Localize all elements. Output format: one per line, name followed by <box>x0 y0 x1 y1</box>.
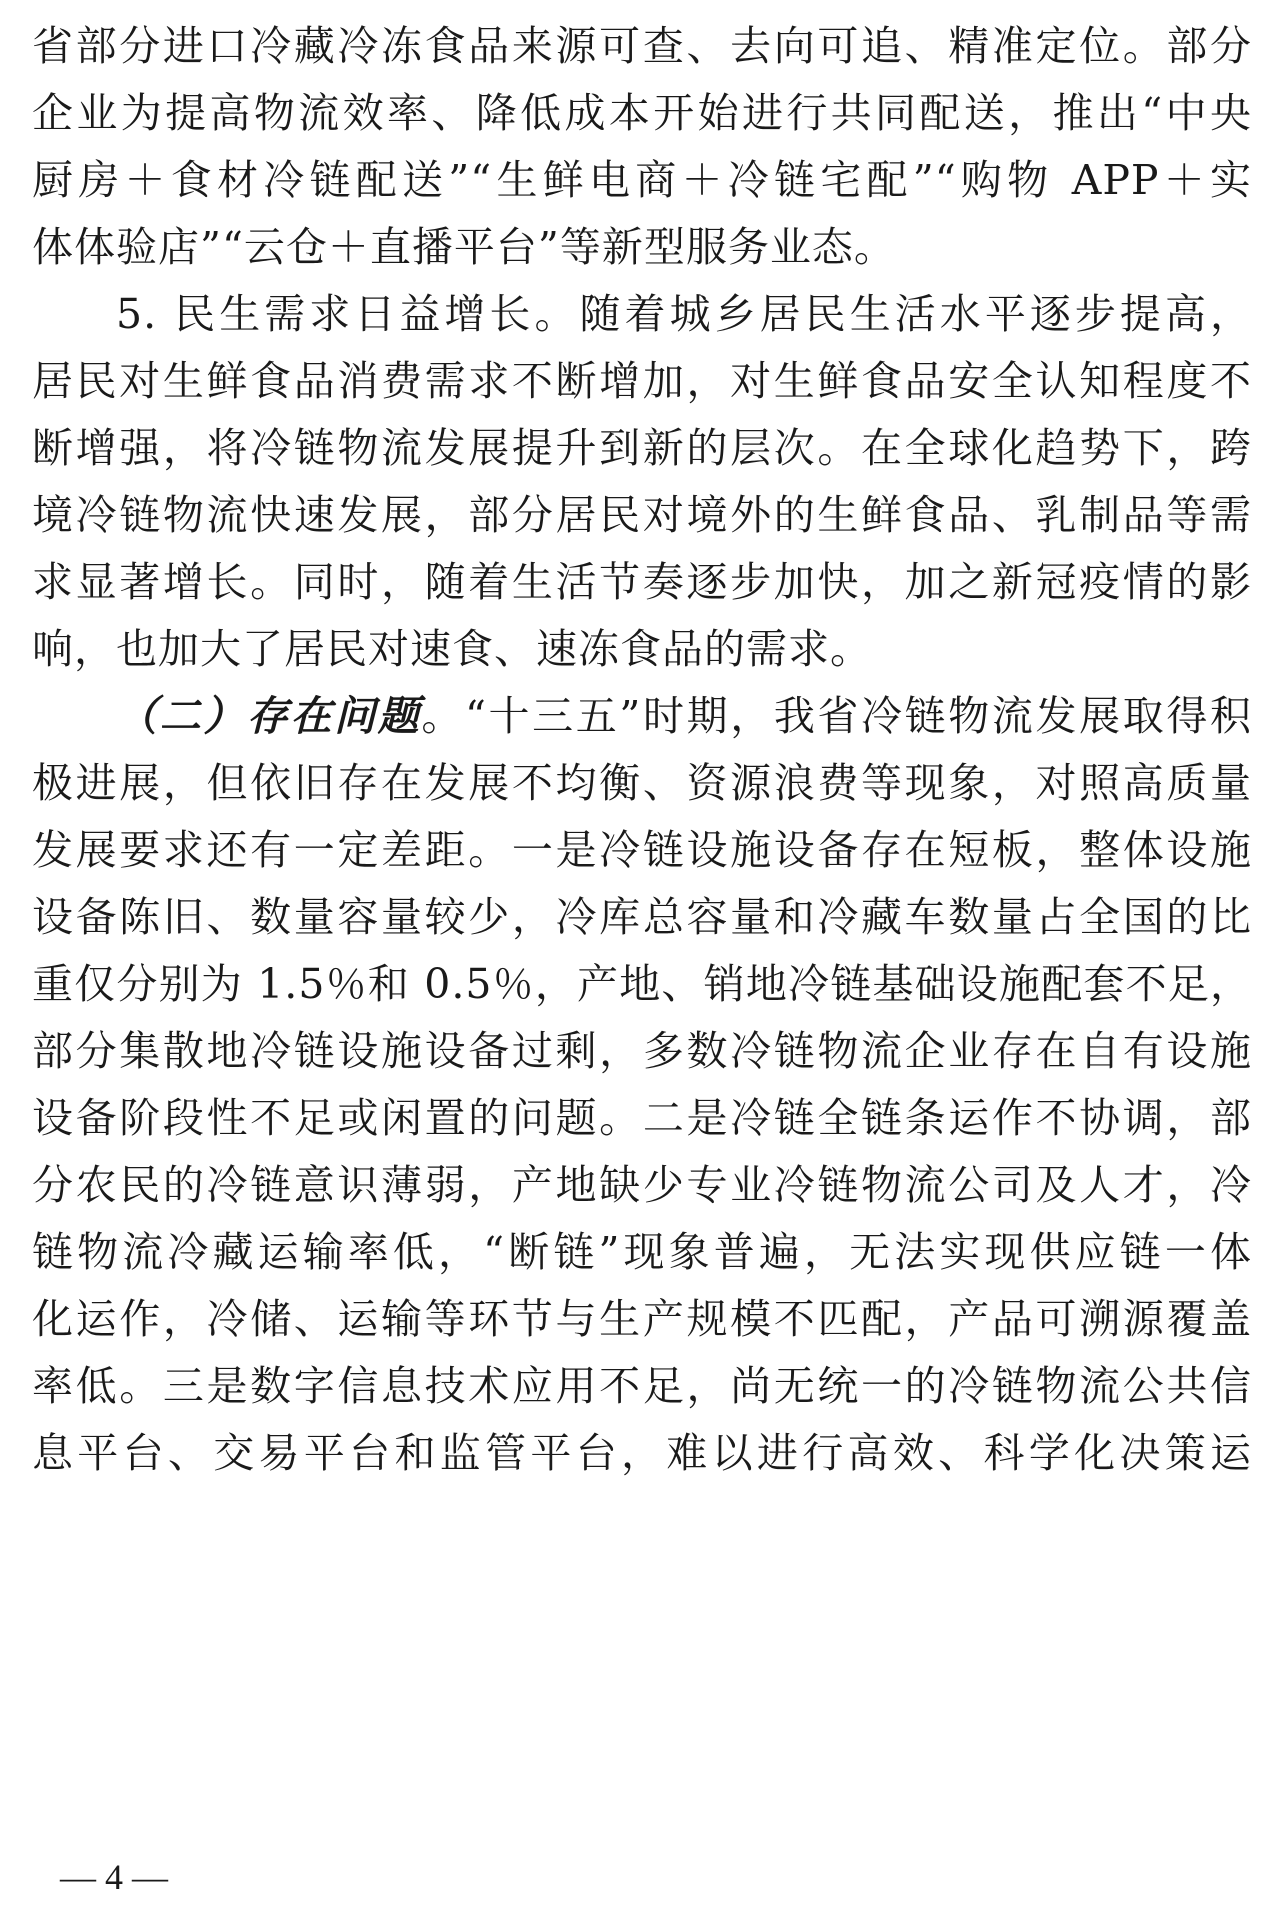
text-line: 5. 民生需求日益增长。随着城乡居民生活水平逐步提高， <box>116 290 1252 338</box>
text-line: 体体验店”“云仓＋直播平台”等新型服务业态。 <box>32 223 896 271</box>
text-line: 部分集散地冷链设施设备过剩，多数冷链物流企业存在自有设施 <box>32 1027 1252 1075</box>
text-line: 发展要求还有一定差距。一是冷链设施设备存在短板，整体设施 <box>32 826 1252 874</box>
text-line: 求显著增长。同时，随着生活节奏逐步加快，加之新冠疫情的影 <box>32 558 1252 606</box>
text-line: 链物流冷藏运输率低，“断链”现象普遍，无法实现供应链一体 <box>32 1228 1252 1276</box>
text-line: 重仅分别为 1.5％和 0.5％，产地、销地冷链基础设施配套不足， <box>32 960 1252 1008</box>
text-line: 设备阶段性不足或闲置的问题。二是冷链全链条运作不协调，部 <box>32 1094 1252 1142</box>
text-line: 分农民的冷链意识薄弱，产地缺少专业冷链物流公司及人才，冷 <box>32 1161 1252 1209</box>
text-line: 设备陈旧、数量容量较少，冷库总容量和冷藏车数量占全国的比 <box>32 893 1252 941</box>
text-line: 境冷链物流快速发展，部分居民对境外的生鲜食品、乳制品等需 <box>32 491 1252 539</box>
text-line: 化运作，冷储、运输等环节与生产规模不匹配，产品可溯源覆盖 <box>32 1295 1252 1343</box>
text-line: 极进展，但依旧存在发展不均衡、资源浪费等现象，对照高质量 <box>32 759 1252 807</box>
heading-line-text: 。“十三五”时期，我省冷链物流发展取得积 <box>421 692 1252 740</box>
text-line: 企业为提高物流效率、降低成本开始进行共同配送，推出“中央 <box>32 89 1252 137</box>
text-line: 厨房＋食材冷链配送”“生鲜电商＋冷链宅配”“购物 APP＋实 <box>32 156 1252 204</box>
section-heading: （二）存在问题 <box>116 692 422 740</box>
text-line: 居民对生鲜食品消费需求不断增加，对生鲜食品安全认知程度不 <box>32 357 1252 405</box>
text-line: 率低。三是数字信息技术应用不足，尚无统一的冷链物流公共信 <box>32 1362 1252 1410</box>
text-line: 省部分进口冷藏冷冻食品来源可查、去向可追、精准定位。部分 <box>32 22 1252 70</box>
section-heading-line <box>116 686 1252 746</box>
text-line: 响，也加大了居民对速食、速冻食品的需求。 <box>32 625 872 673</box>
text-line: 断增强，将冷链物流发展提升到新的层次。在全球化趋势下，跨 <box>32 424 1252 472</box>
text-line: 息平台、交易平台和监管平台，难以进行高效、科学化决策运 <box>32 1429 1252 1477</box>
page-number: — 4 — <box>60 1857 168 1897</box>
